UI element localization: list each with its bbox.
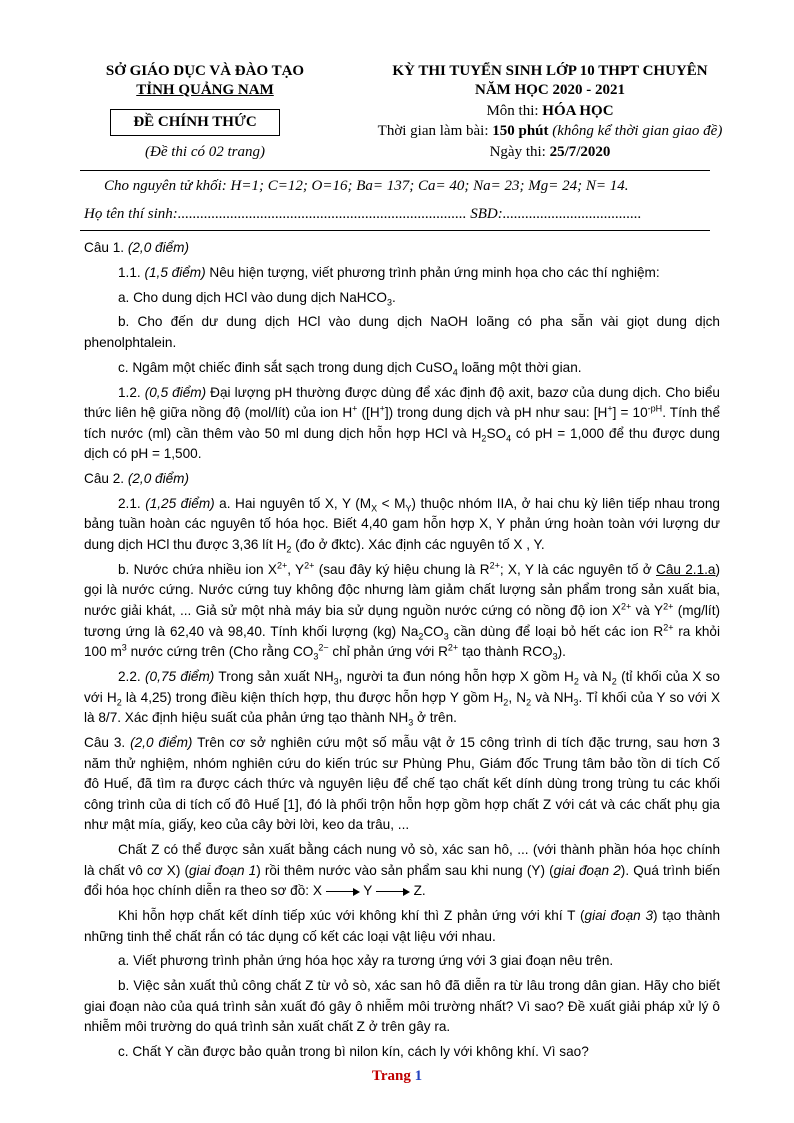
q2-b11: ra khỏi 100 m [84, 623, 721, 660]
sup-2plus: 2+ [304, 560, 315, 571]
q2-b3: (sau đây ký hiệu chung là R [314, 561, 490, 577]
exam-header [80, 62, 723, 172]
q3-p2 [84, 840, 720, 902]
q3-p3-t2: ) tạo thành những tinh thể chất rắn có tác dụng cố kết các loại vật liệu với nhau. [84, 908, 721, 944]
q1-1-c-end: loãng một thời gian. [457, 359, 582, 375]
q1-2-t7: có pH = 1,000 để thu được dung dịch có pH = 1,500. [84, 425, 720, 462]
sub-3: 3 [333, 676, 339, 687]
q1-1-label: 1.1. [118, 264, 141, 280]
exam-content [84, 238, 720, 1067]
date-label: Ngày thi: [489, 144, 550, 160]
sub-y: Y [405, 503, 412, 514]
reaction-arrow-icon [376, 887, 410, 897]
q1-title: Câu 1. [84, 240, 125, 255]
q3-c: c. Chất Y cần được bảo quản trong bì nilon kín, cách ly với không khí. Vì sao? [118, 1044, 589, 1060]
q2-b6: ) gọi là nước cứng. Nước cứng tuy không độc nhưng làm giảm chất lượng sản phẩm trong sản xuất bia, nước giải khát, ... Giả sử một nhà máy bia sử dụng nguồn nước cứng có nồng độ ion X [84, 561, 721, 618]
official-exam-box: ĐỀ CHÍNH THỨC [110, 109, 280, 136]
q1-1-points: (1,5 điểm) [140, 264, 206, 280]
q2-b13: chỉ phản ứng với R [328, 644, 448, 660]
q1-2-t4: ] = 10 [612, 405, 648, 421]
q1-1-a: a. Cho dung dịch HCl vào dung dịch NaHCO$_3$. [118, 289, 396, 308]
province-name [80, 81, 330, 100]
sub-3: 3 [443, 631, 449, 642]
sup-2plus: 2+ [489, 560, 500, 571]
q3-p2-y: Y [359, 883, 376, 899]
q3-points: (2,0 điểm) [125, 734, 193, 750]
school-year: NĂM HỌC 2020 - 2021 [475, 82, 625, 98]
q2-b7: và Y [631, 603, 664, 618]
sup-2minus: 2− [318, 642, 329, 653]
q3-stage-3: giai đoạn 3 [584, 908, 654, 924]
q2-b4: ; X, Y là các nguyên tố ở [499, 561, 657, 577]
sup-3: 3 [121, 642, 127, 653]
sub-3: 3 [552, 651, 558, 662]
q1-1-text: Nêu hiện tượng, viết phương trình phản ứng minh họa cho các thí nghiệm: [205, 264, 660, 280]
subject-value: HÓA HỌC [542, 103, 614, 119]
sub-4: 4 [452, 367, 458, 378]
q2-2-t2: , người ta đun nóng hỗn hợp X gồm H [338, 668, 574, 684]
department-name: SỞ GIÁO DỤC VÀ ĐÀO TẠO [105, 63, 305, 79]
q2-2-t1: Trong sản xuất NH [214, 668, 334, 684]
q2-ref-2-1-a: Câu 2.1.a [656, 561, 716, 577]
sub-3: 3 [313, 651, 319, 662]
q2-2-t9: ở trên. [413, 710, 457, 726]
time-label: Thời gian làm bài: [377, 123, 493, 139]
q3-intro-text: Trên cơ sở nghiên cứu một số mẫu vật ở 15 công trình di tích đặc trưng, sau hơn 3 năm thử nghiệm, nhóm nghiên cứu do kiến trúc sư Phùng Phu, Giám đốc Trung tâm bảo tồn di tích Cố đô Huế, đã tìm ra được cách thức và nguyên liệu để chế tạo chất kết dính dùng trong trùng tu các khối công trình của di tích cố đô Huế [1], đó là phối trộn hỗn hợp gồm hợp chất Z với cát và các chất phụ gia như mật mía, giấy, keo của cây bời lời, keo da trâu, ... [84, 734, 720, 833]
page-label: Trang [371, 1068, 415, 1084]
sup-2plus: 2+ [621, 601, 632, 612]
q1-2 [84, 383, 720, 465]
province-name-text: TỈNH QUẢNG NAM [136, 82, 274, 98]
q2-b15: ). [557, 644, 566, 660]
q2-2 [84, 667, 720, 729]
candidate-rule [80, 230, 710, 231]
time-value: 150 phút [492, 123, 549, 139]
atomic-masses: Cho nguyên tử khối: H=1; C=12; O=16; Ba= 137; Ca= 40; Na= 23; Mg= 24; N= 14. [104, 178, 629, 194]
subject-label: Môn thi: [486, 103, 543, 119]
sub-2: 2 [418, 631, 424, 642]
sub-2: 2 [481, 433, 487, 444]
q2-2-t4: (tỉ khối của X so với H [84, 668, 720, 705]
q1-2-t2: ([H [357, 405, 380, 421]
sup-minus-ph: -pH [647, 403, 663, 414]
sub-3: 3 [573, 697, 579, 708]
q3-p3-t1: Khi hỗn hợp chất kết dính tiếp xúc với không khí thì Z phản ứng với khí T ( [118, 908, 585, 924]
header-rule [80, 170, 710, 171]
q3-stage-2: giai đoạn 2 [553, 862, 621, 878]
q2-b8: (mg/lít) tương ứng là 62,40 và 98,40. Tính khối lượng (kg) Na [84, 603, 721, 639]
time-note: (không kể thời gian giao đề) [548, 123, 723, 139]
q3-p3 [84, 906, 720, 947]
q1-heading [84, 238, 720, 259]
q1-1-a-text: a. Cho dung dịch HCl vào dung dịch NaHCO [118, 289, 388, 305]
q2-1-t4: (đo ở đktc). Xác định các nguyên tố X , Y. [291, 537, 545, 553]
time-line [365, 122, 735, 141]
candidate-line: Họ tên thí sinh:............................................................................. SBD:..................................... [84, 206, 642, 222]
q2-1-label: 2.1. [118, 495, 141, 511]
sup-plus: + [379, 403, 385, 414]
sub-2: 2 [611, 676, 617, 687]
q2-2-points: (0,75 điểm) [140, 668, 215, 684]
q2-1-t1: a. Hai nguyên tố X, Y (M [214, 495, 372, 511]
sup-2plus: 2+ [663, 622, 674, 633]
pages-note: (Đề thi có 02 trang) [145, 144, 265, 160]
q2-title: Câu 2. [84, 471, 125, 487]
sub-3: 3 [408, 717, 414, 728]
q2-b10: cần dùng để loại bỏ hết các ion R [448, 623, 664, 639]
q2-b1: b. Nước chứa nhiều ion X [118, 561, 277, 577]
q2-b2: , Y [287, 561, 305, 577]
q2-b14: tạo thành RCO [458, 644, 553, 660]
sub-2: 2 [573, 676, 579, 687]
q2-2-t6: , N [508, 689, 527, 705]
q1-2-t5: . Tính thể tích nước (ml) cần thêm vào 50 ml dung dịch hỗn hợp HCl và H [84, 405, 721, 441]
q3-a: a. Viết phương trình phản ứng hóa học xảy ra tương ứng với 3 giai đoạn nêu trên. [118, 953, 614, 969]
q2-1-t2: < M [377, 495, 406, 511]
q2-2-t7: và NH [531, 689, 574, 705]
q2-b12: nước cứng trên (Cho rằng CO [126, 644, 314, 660]
q1-2-t6: SO [486, 425, 507, 441]
date-value: 25/7/2020 [549, 144, 611, 160]
page-footer [0, 1068, 794, 1085]
q2-points: (2,0 điểm) [124, 471, 190, 487]
q1-2-label: 1.2. [118, 384, 141, 400]
q2-b9: CO [423, 623, 444, 639]
q3-p2-z: Z. [409, 883, 426, 899]
q1-2-points: (0,5 điểm) [140, 384, 207, 400]
q3-title: Câu 3. [84, 734, 126, 750]
q2-2-t3: và N [578, 668, 612, 684]
sup-plus: + [607, 403, 613, 414]
q1-points: (2,0 điểm) [124, 240, 190, 255]
q3-intro [84, 733, 720, 836]
q2-1-b [84, 560, 720, 663]
sub-2: 2 [116, 697, 122, 708]
sup-2plus: 2+ [663, 601, 674, 612]
sup-2plus: 2+ [276, 560, 288, 571]
q1-1-c-text: c. Ngâm một chiếc đinh sắt sạch trong dung dịch CuSO [118, 359, 453, 375]
sub-2: 2 [286, 544, 292, 555]
q2-2-t8: . Tỉ khối của Y so với X là 8/7. Xác định hiệu suất của phản ứng tạo thành NH [84, 689, 721, 726]
q1-2-t1: Đại lượng pH thường được dùng để xác định độ axit, bazơ của dung dịch. Cho biểu thức liên hệ giữa nồng độ (mol/lít) của ion H [84, 384, 720, 421]
sub-2: 2 [526, 697, 532, 708]
q2-heading [84, 469, 720, 490]
date-line [365, 143, 735, 162]
q2-1-points: (1,25 điểm) [140, 495, 215, 511]
sup-2plus: 2+ [447, 642, 459, 653]
q3-p2-t2: ) rồi thêm nước vào sản phẩm sau khi nung (Y) ( [256, 862, 554, 878]
q1-1-c [84, 358, 720, 379]
q1-1 [84, 263, 720, 284]
reaction-arrow-icon [326, 887, 360, 897]
q2-1-t3: ) thuộc nhóm IIA, ở hai chu kỳ liên tiếp nhau trong bảng tuần hoàn các nguyên tố hóa học. Biết 4,40 gam hỗn hợp X, Y phản ứng hoàn toàn với lượng dư dung dịch HCl thu được 3,36 lít H [84, 495, 720, 553]
q2-1 [84, 494, 720, 556]
q1-2-t3: ]) trong dung dịch và pH như sau: [H [384, 405, 608, 421]
q3-b: b. Việc sản xuất thủ công chất Z từ vỏ sò, xác san hô đã diễn ra từ lâu trong dân gian. Hãy cho biết giai đoạn nào của quá trình sản xuất đó gây ô nhiễm môi trường nhất? Vì sao? Đề xuất giải pháp xử lý ô nhiễm môi trường do quá trình sản xuất chất Z ở trên gây ra. [84, 978, 720, 1035]
page-number: 1 [414, 1068, 423, 1084]
q3-stage-1: giai đoạn 1 [189, 862, 257, 878]
sub-3: 3 [387, 297, 393, 308]
subject-line [365, 102, 735, 121]
q3-p2-t1: Chất Z có thể được sản xuất bằng cách nung vỏ sò, xác san hô, ... (với thành phần hóa học chính là chất vô cơ X) ( [84, 842, 720, 878]
q2-2-t5: là 4,25) trong điều kiện thích hợp, thu được hỗn hợp Y gồm H [121, 689, 504, 705]
q3-p2-t3: ). Quá trình biến đổi hóa học chính diễn ra theo sơ đồ: X [84, 862, 721, 899]
q1-1-b: b. Cho đến dư dung dịch HCl vào dung dịch NaOH loãng có pha sẵn vài giọt dung dịch phenolphtalein. [84, 314, 720, 350]
sub-x: X [371, 503, 378, 514]
sub-2: 2 [503, 697, 509, 708]
q2-2-label: 2.2. [118, 668, 141, 684]
sup-plus: + [352, 403, 358, 414]
sub-4: 4 [506, 433, 512, 444]
exam-title: KỲ THI TUYỂN SINH LỚP 10 THPT CHUYÊN [392, 63, 708, 79]
